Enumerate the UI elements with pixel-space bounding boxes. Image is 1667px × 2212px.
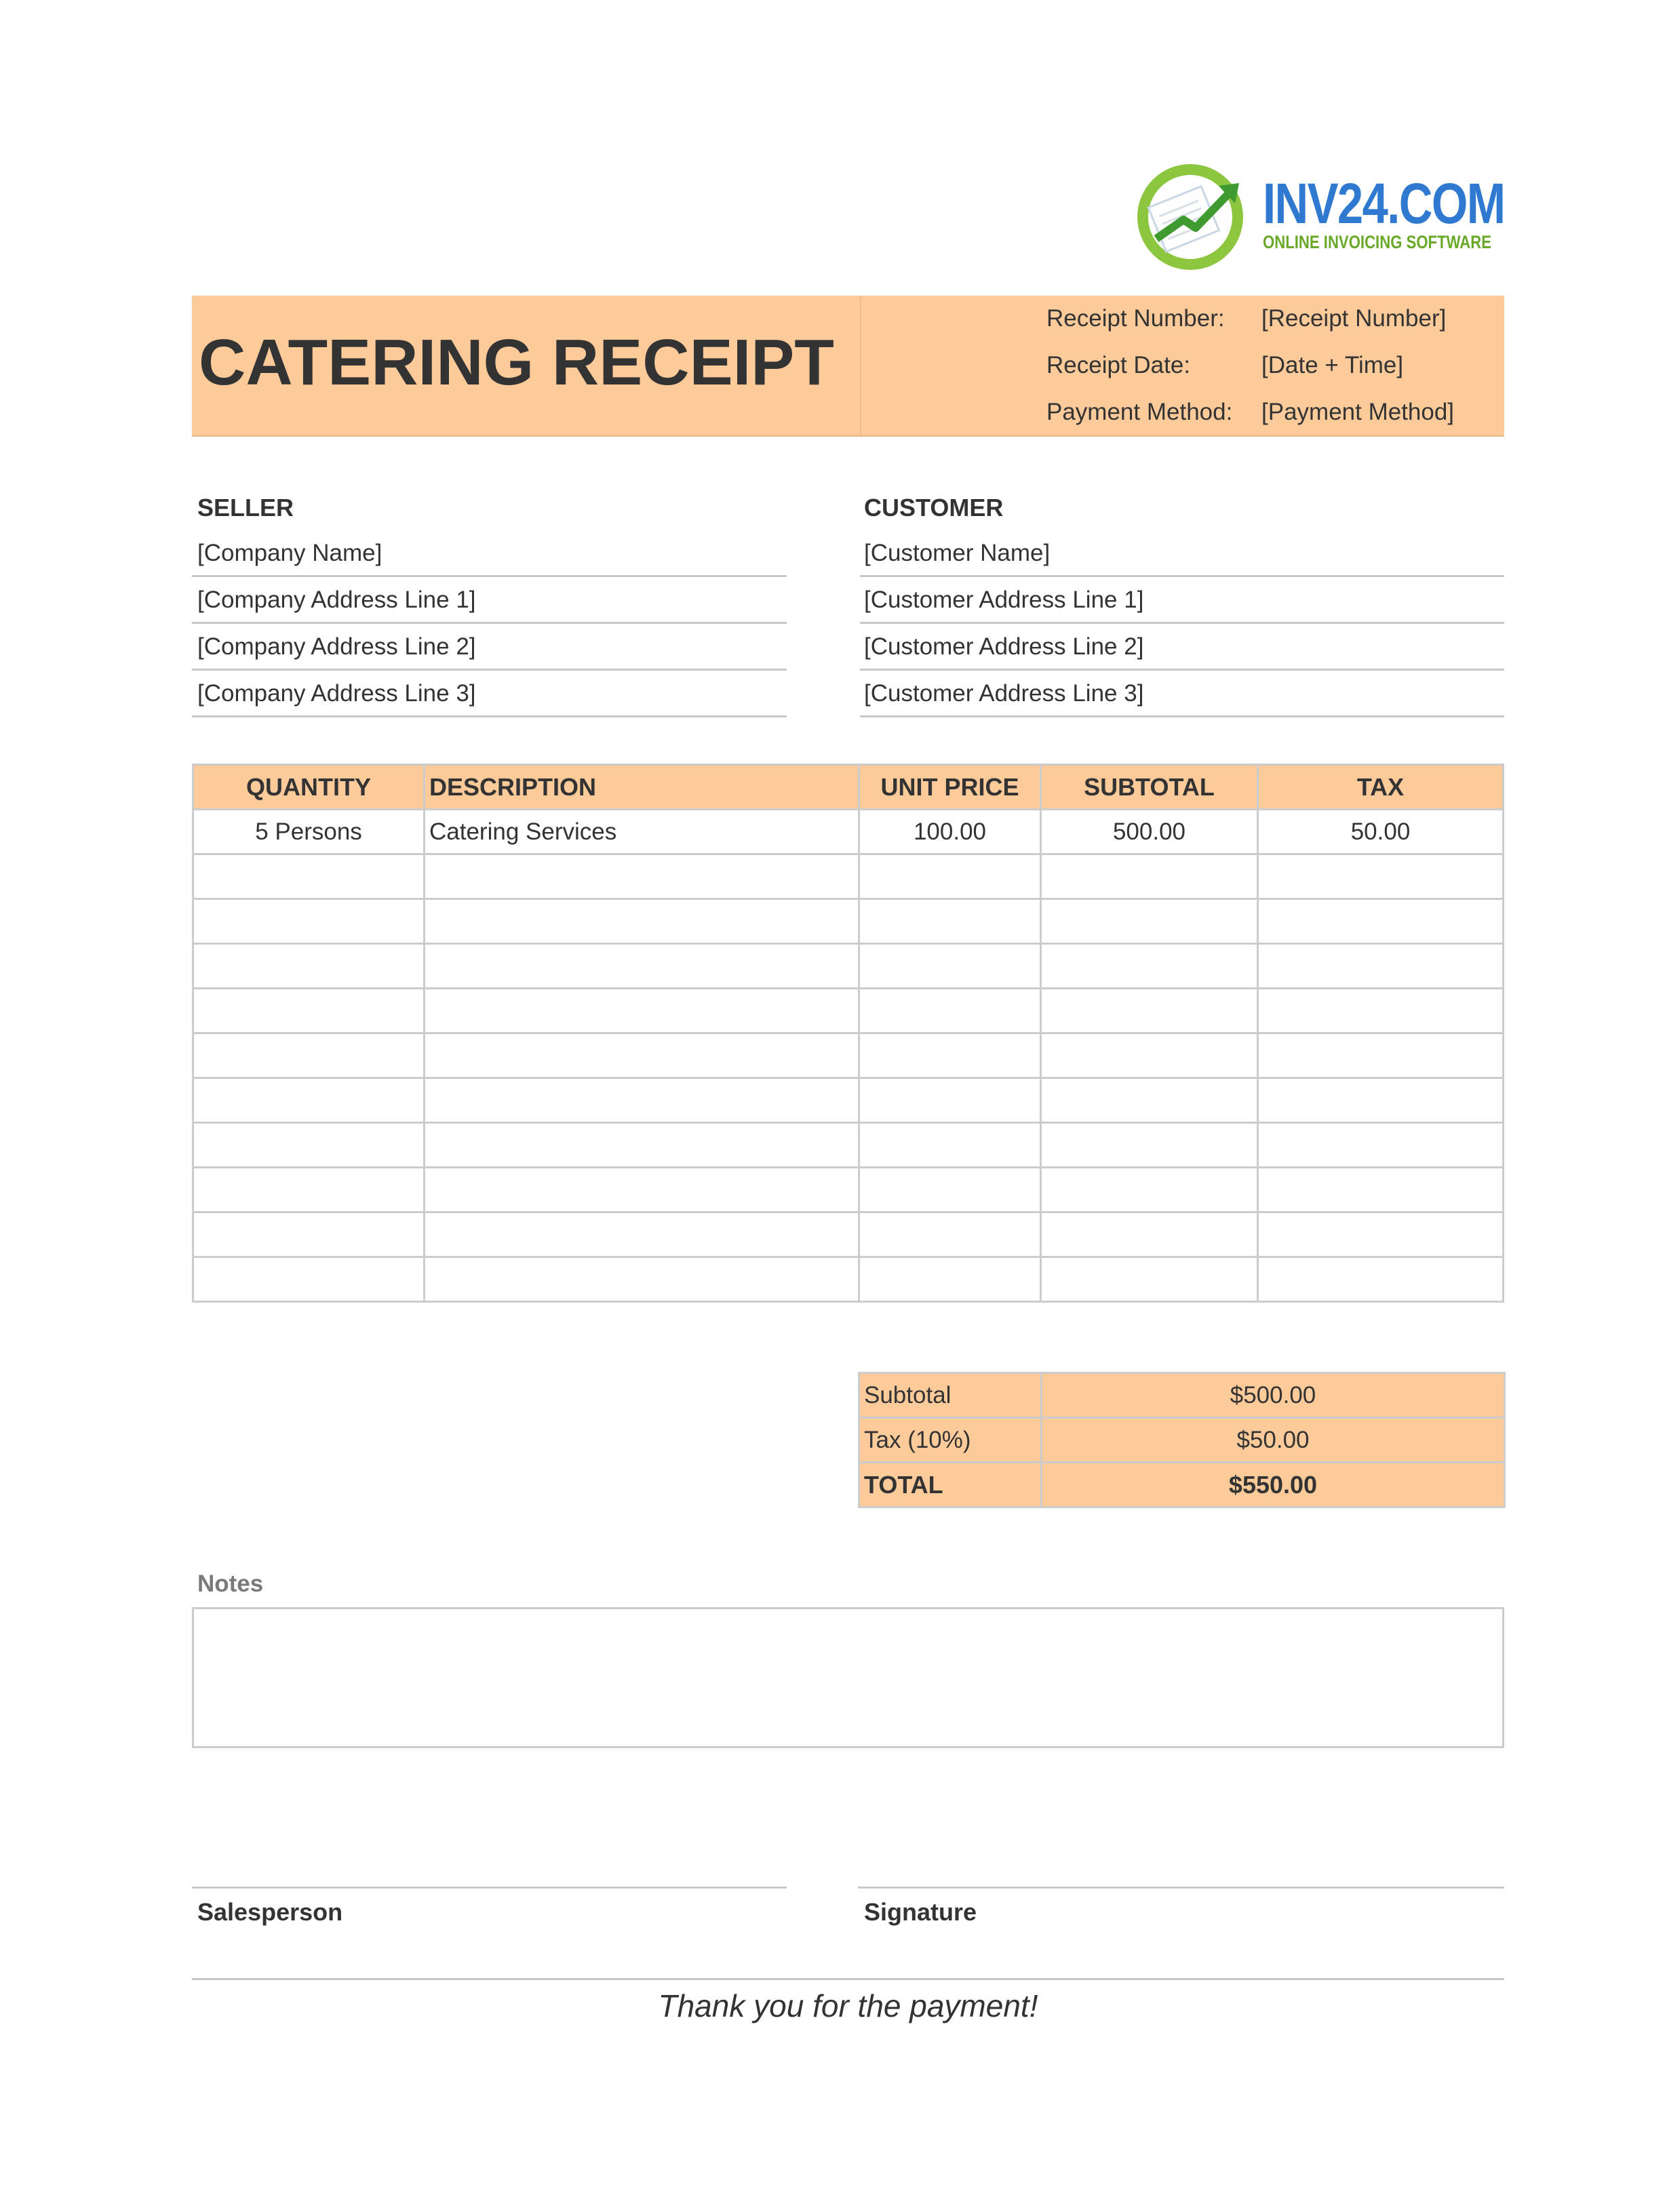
cell-subtotal	[1041, 854, 1258, 899]
seller-address-line-3: [Company Address Line 3]	[197, 680, 476, 707]
cell-unit-price	[859, 1033, 1041, 1078]
table-row	[193, 1257, 1504, 1302]
tax-value: $50.00	[1042, 1418, 1505, 1463]
cell-tax	[1258, 854, 1504, 899]
seller-heading: SELLER	[197, 494, 294, 521]
cell-quantity	[193, 1168, 425, 1212]
cell-unit-price: 100.00	[859, 810, 1041, 854]
cell-tax	[1258, 1078, 1504, 1123]
tax-label: Tax (10%)	[859, 1418, 1042, 1463]
table-row	[193, 1033, 1504, 1078]
salesperson-line	[192, 1887, 787, 1889]
column-header-tax: TAX	[1258, 765, 1504, 810]
cell-unit-price	[859, 1212, 1041, 1257]
cell-description	[425, 899, 859, 944]
notes-label: Notes	[197, 1571, 264, 1597]
cell-tax	[1258, 944, 1504, 989]
column-header-unit-price: UNIT PRICE	[859, 765, 1041, 810]
cell-tax	[1258, 1212, 1504, 1257]
seller-address-line-1: [Company Address Line 1]	[197, 587, 476, 613]
signature-line	[858, 1887, 1504, 1889]
cell-unit-price	[859, 1078, 1041, 1123]
cell-tax	[1258, 1168, 1504, 1212]
cell-tax	[1258, 1033, 1504, 1078]
cell-subtotal	[1041, 899, 1258, 944]
cell-description	[425, 1033, 859, 1078]
customer-address-line-3: [Customer Address Line 3]	[864, 680, 1144, 707]
tax-row	[859, 1418, 1505, 1463]
notes-box[interactable]	[192, 1607, 1504, 1748]
cell-unit-price	[859, 1123, 1041, 1168]
cell-tax	[1258, 989, 1504, 1033]
table-row	[193, 854, 1504, 899]
cell-subtotal	[1041, 1123, 1258, 1168]
cell-description	[425, 1212, 859, 1257]
receipt-date-label: Receipt Date:	[1046, 352, 1191, 378]
total-label: TOTAL	[859, 1463, 1042, 1507]
customer-rule	[860, 622, 1504, 624]
cell-unit-price	[859, 854, 1041, 899]
table-row	[193, 1078, 1504, 1123]
cell-unit-price	[859, 944, 1041, 989]
column-header-quantity: QUANTITY	[193, 765, 425, 810]
cell-quantity	[193, 1033, 425, 1078]
cell-unit-price	[859, 1257, 1041, 1302]
cell-quantity	[193, 989, 425, 1033]
customer-rule	[860, 715, 1504, 717]
cell-tax: 50.00	[1258, 810, 1504, 854]
seller-company-name: [Company Name]	[197, 540, 383, 566]
cell-tax	[1258, 1123, 1504, 1168]
cell-subtotal	[1041, 1257, 1258, 1302]
cell-subtotal	[1041, 989, 1258, 1033]
column-header-description: DESCRIPTION	[425, 765, 859, 810]
cell-quantity	[193, 1212, 425, 1257]
cell-description	[425, 1078, 859, 1123]
table-row	[193, 989, 1504, 1033]
customer-name: [Customer Name]	[864, 540, 1051, 566]
cell-subtotal	[1041, 1168, 1258, 1212]
receipt-number-label: Receipt Number:	[1046, 305, 1225, 332]
seller-rule	[192, 622, 787, 624]
cell-subtotal	[1041, 1212, 1258, 1257]
subtotal-value: $500.00	[1042, 1373, 1505, 1418]
cell-description	[425, 1123, 859, 1168]
seller-rule	[192, 575, 787, 577]
customer-heading: CUSTOMER	[864, 494, 1004, 521]
footer-rule	[192, 1978, 1504, 1980]
total-row	[859, 1463, 1505, 1507]
cell-quantity	[193, 854, 425, 899]
cell-subtotal: 500.00	[1041, 810, 1258, 854]
seller-rule	[192, 669, 787, 671]
subtotal-label: Subtotal	[859, 1373, 1042, 1418]
subtotal-row	[859, 1373, 1505, 1418]
signature-label: Signature	[864, 1898, 977, 1926]
cell-description	[425, 854, 859, 899]
items-header-row	[193, 765, 1504, 810]
table-row	[193, 1123, 1504, 1168]
table-row	[193, 899, 1504, 944]
table-row	[193, 944, 1504, 989]
cell-description	[425, 989, 859, 1033]
cell-unit-price	[859, 899, 1041, 944]
cell-unit-price	[859, 1168, 1041, 1212]
cell-quantity	[193, 899, 425, 944]
total-value: $550.00	[1042, 1463, 1505, 1507]
payment-method-label: Payment Method:	[1046, 399, 1233, 425]
customer-rule	[860, 669, 1504, 671]
table-row	[193, 810, 1504, 854]
cell-unit-price	[859, 989, 1041, 1033]
seller-rule	[192, 715, 787, 717]
cell-description	[425, 1257, 859, 1302]
cell-description	[425, 944, 859, 989]
cell-quantity	[193, 1078, 425, 1123]
receipt-date-value: [Date + Time]	[1261, 352, 1404, 378]
cell-description	[425, 1168, 859, 1212]
customer-address-line-2: [Customer Address Line 2]	[864, 633, 1144, 660]
cell-quantity: 5 Persons	[193, 810, 425, 854]
items-table	[192, 764, 1504, 1303]
cell-subtotal	[1041, 944, 1258, 989]
payment-method-value: [Payment Method]	[1261, 399, 1455, 425]
cell-subtotal	[1041, 1033, 1258, 1078]
brand-name: INV24.COM	[1263, 172, 1505, 235]
receipt-number-value: [Receipt Number]	[1261, 305, 1447, 332]
cell-subtotal	[1041, 1078, 1258, 1123]
cell-description: Catering Services	[425, 810, 859, 854]
brand-tagline: ONLINE INVOICING SOFTWARE	[1263, 232, 1492, 252]
customer-rule	[860, 575, 1504, 577]
cell-quantity	[193, 1123, 425, 1168]
cell-quantity	[193, 1257, 425, 1302]
salesperson-label: Salesperson	[197, 1898, 343, 1926]
seller-address-line-2: [Company Address Line 2]	[197, 633, 476, 660]
totals-table	[858, 1372, 1506, 1508]
column-header-subtotal: SUBTOTAL	[1041, 765, 1258, 810]
cell-tax	[1258, 1257, 1504, 1302]
header-divider	[860, 296, 861, 435]
table-row	[193, 1212, 1504, 1257]
receipt-title: CATERING RECEIPT	[199, 326, 834, 399]
cell-quantity	[193, 944, 425, 989]
thank-you-message: Thank you for the payment!	[658, 1988, 1038, 2023]
table-row	[193, 1168, 1504, 1212]
cell-tax	[1258, 899, 1504, 944]
customer-address-line-1: [Customer Address Line 1]	[864, 587, 1144, 613]
